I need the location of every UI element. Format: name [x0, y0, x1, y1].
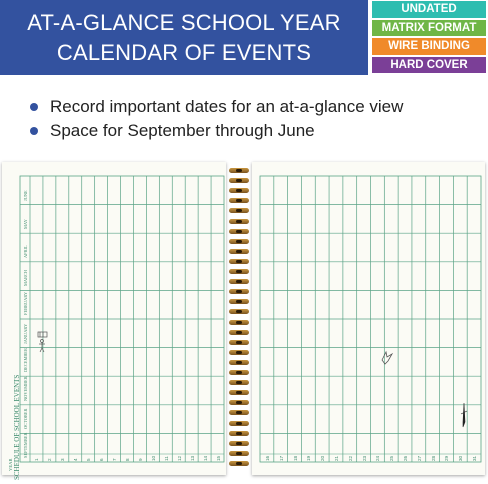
day-number: 4	[73, 458, 79, 461]
month-label: MARCH	[23, 270, 28, 287]
year-label: YEAR	[8, 458, 13, 471]
calendar-heading: SCHEDULE OF SCHOOL EVENTS	[13, 374, 21, 480]
binding-ring	[229, 431, 249, 436]
binding-ring	[229, 309, 249, 314]
day-number: 15	[215, 455, 221, 461]
binding-ring	[229, 350, 249, 355]
day-number: 17	[278, 455, 284, 461]
binding-ring	[229, 269, 249, 274]
title-line-2: CALENDAR OF EVENTS	[56, 39, 312, 65]
month-label: NOVEMBER	[23, 376, 28, 401]
binding-ring	[229, 299, 249, 304]
feature-item	[30, 95, 403, 119]
day-number: 27	[416, 455, 422, 461]
stick-figure-doodle-icon	[36, 330, 50, 354]
right-grid	[252, 162, 485, 475]
calendar-left-page	[2, 162, 226, 480]
feature-item	[30, 119, 403, 143]
day-number: 31	[472, 455, 478, 461]
month-label: MAY	[23, 219, 28, 230]
binding-ring	[229, 239, 249, 244]
binding-ring	[229, 259, 249, 264]
day-number: 30	[458, 455, 464, 461]
binding-ring	[229, 320, 249, 325]
month-label: FEBRUARY	[23, 291, 28, 315]
day-number: 7	[112, 458, 118, 461]
day-number: 9	[137, 458, 143, 461]
binding-ring	[229, 289, 249, 294]
day-number: 24	[375, 455, 381, 461]
badge-hard-cover: HARD COVER	[372, 57, 486, 74]
day-number: 18	[292, 455, 298, 461]
feature-list	[30, 95, 403, 143]
binding-ring	[229, 370, 249, 375]
binding-ring	[229, 380, 249, 385]
month-label: DECEMBER	[23, 348, 28, 373]
day-number: 2	[47, 458, 53, 461]
header-banner	[0, 0, 368, 75]
day-number: 3	[60, 458, 66, 461]
binding-ring	[229, 330, 249, 335]
day-number: 19	[306, 455, 312, 461]
day-number: 22	[347, 455, 353, 461]
binding-ring	[229, 208, 249, 213]
binding-ring	[229, 421, 249, 426]
binding-ring	[229, 441, 249, 446]
binding-ring	[229, 229, 249, 234]
calendar-right-page	[252, 162, 485, 475]
badge-matrix-format: MATRIX FORMAT	[372, 20, 486, 37]
day-number: 23	[361, 455, 367, 461]
month-label: SEPTEMBER	[23, 432, 28, 458]
binding-ring	[229, 249, 249, 254]
month-label: APRIL	[23, 245, 28, 258]
day-number: 10	[150, 455, 156, 461]
day-number: 8	[125, 458, 130, 461]
day-number: 5	[86, 458, 92, 461]
day-number: 28	[430, 455, 436, 461]
day-number: 1	[34, 458, 40, 461]
binding-ring	[229, 390, 249, 395]
binding-ring	[229, 451, 249, 456]
binding-ring	[229, 178, 249, 183]
bird-doodle-icon	[380, 348, 394, 366]
feature-text: Record important dates for an at-a-glance view	[50, 97, 404, 116]
day-number: 16	[264, 455, 270, 461]
day-number: 13	[189, 455, 195, 461]
bullet-icon	[30, 127, 38, 135]
day-number: 29	[444, 455, 450, 461]
month-label: OCTOBER	[23, 408, 28, 430]
binding-ring	[229, 400, 249, 405]
binding-ring	[229, 219, 249, 224]
wire-binding	[228, 168, 250, 470]
feature-badges	[372, 1, 486, 75]
day-number: 12	[176, 455, 182, 461]
badge-undated: UNDATED	[372, 1, 486, 18]
day-number: 25	[389, 455, 395, 461]
title-line-1: AT-A-GLANCE SCHOOL YEAR	[27, 9, 341, 35]
binding-ring	[229, 198, 249, 203]
binding-ring	[229, 461, 249, 466]
bullet-icon	[30, 103, 38, 111]
left-grid	[2, 162, 226, 475]
day-number: 11	[163, 456, 169, 461]
binding-ring	[229, 340, 249, 345]
pen-doodle-icon	[460, 402, 468, 428]
day-number: 20	[320, 455, 326, 461]
badge-wire-binding: WIRE BINDING	[372, 38, 486, 55]
binding-ring	[229, 410, 249, 415]
day-number: 21	[333, 455, 339, 461]
binding-ring	[229, 360, 249, 365]
day-number: 14	[202, 455, 208, 461]
day-number: 26	[403, 455, 409, 461]
feature-text: Space for September through June	[50, 121, 315, 140]
binding-ring	[229, 279, 249, 284]
month-label: JUNE	[23, 189, 28, 201]
binding-ring	[229, 168, 249, 173]
day-number: 6	[99, 458, 105, 461]
binding-ring	[229, 188, 249, 193]
month-label: JANUARY	[23, 323, 28, 344]
